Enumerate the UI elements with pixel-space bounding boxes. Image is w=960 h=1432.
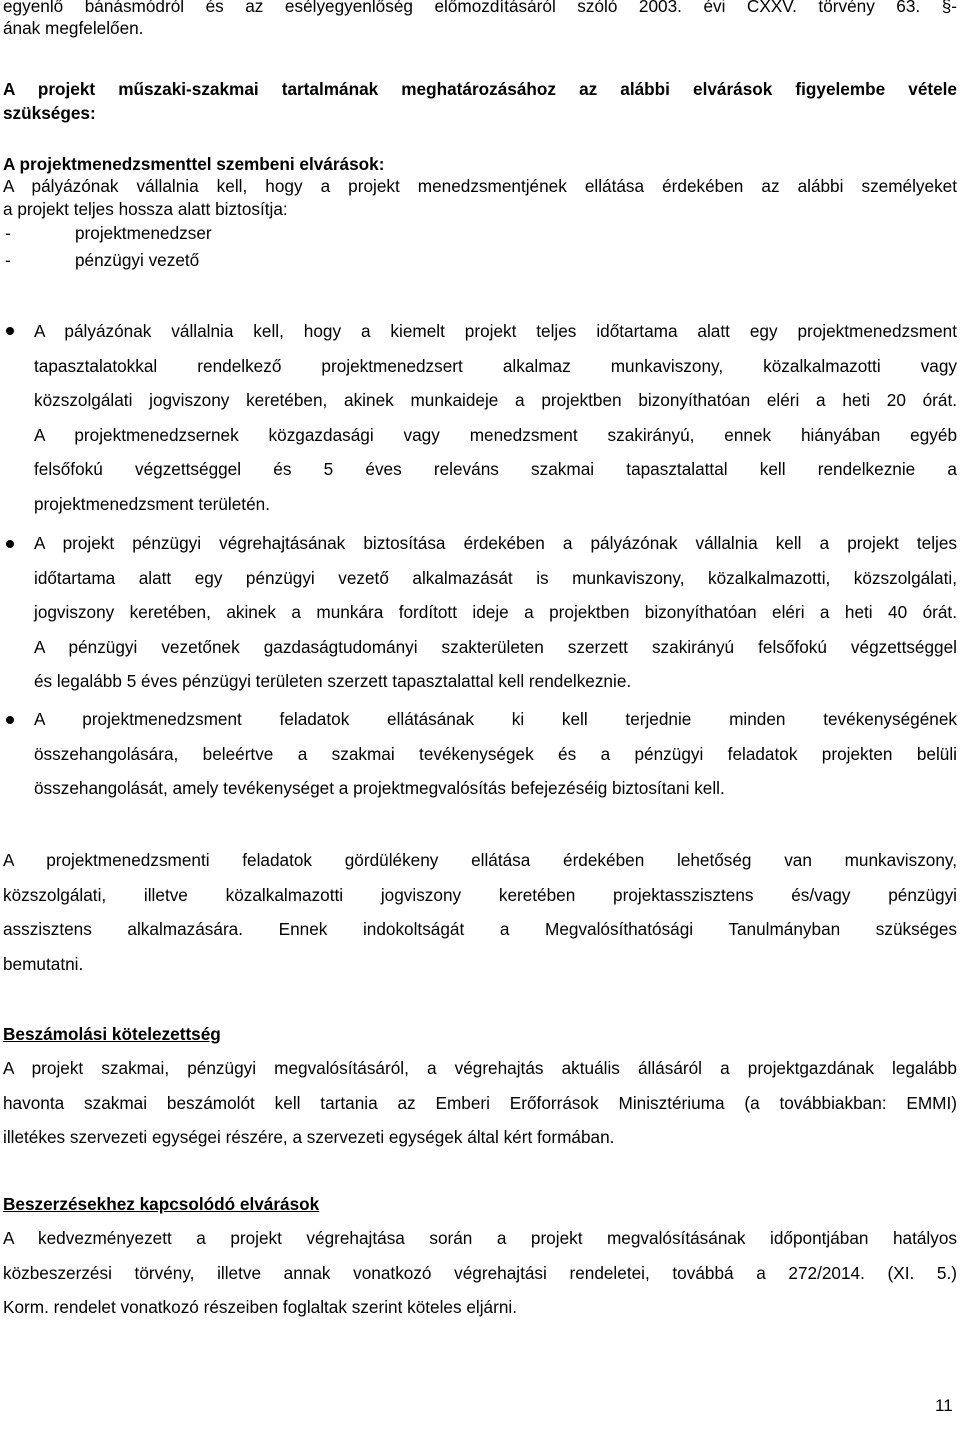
paragraph-line: közszolgálati, illetve közalkalmazotti jogviszony keretében projektasszisztens és/vagy pénzügyi	[3, 884, 957, 905]
intro-line-2: ának megfelelően.	[3, 18, 144, 38]
intro-paragraph	[3, 0, 957, 39]
paragraph-line: asszisztens alkalmazására. Ennek indokoltságát a Megvalósíthatósági Tanulmányban szükséges	[3, 919, 957, 939]
reporting-section	[3, 1017, 957, 1155]
bullet-marker	[6, 327, 14, 335]
requirements-heading	[3, 77, 957, 125]
bullet-item-finance-manager	[34, 526, 957, 699]
procurement-title: Beszerzésekhez kapcsolódó elvárások	[3, 1194, 320, 1214]
paragraph-line: közbeszerzési törvény, illetve annak vonatkozó végrehajtási rendeletei, továbbá a 272/2014. (XI. 5.)	[3, 1262, 957, 1283]
pm-assistant-paragraph	[3, 843, 957, 981]
paragraph-line: havonta szakmai beszámolót kell tartania az Emberi Erőforrások Minisztériuma (a továbbiakban: EMMI)	[3, 1092, 957, 1113]
bullet-line: A projektmenedzsernek közgazdasági vagy menedzsment szakirányú, ennek hiányában egyéb	[34, 424, 957, 445]
pm-requirements-line-2: a projekt teljes hossza alatt biztosítja:	[3, 198, 288, 219]
bullet-line: A pályázónak vállalnia kell, hogy a kiemelt projekt teljes időtartama alatt egy projektmenedzsment	[34, 321, 957, 341]
bullet-line: A projekt pénzügyi végrehajtásának biztosítása érdekében a pályázónak vállalnia kell a projekt teljes	[34, 533, 957, 553]
bullet-line: A pénzügyi vezetőnek gazdaságtudományi szakterületen szerzett szakirányú felsőfokú végzettséggel	[34, 636, 957, 657]
paragraph-line: Korm. rendelet vonatkozó részeiben foglaltak szerint köteles eljárni.	[3, 1297, 517, 1317]
reporting-title: Beszámolási kötelezettség	[3, 1024, 221, 1044]
pm-role-label: projektmenedzser	[75, 223, 212, 243]
bullet-marker	[6, 540, 14, 548]
pm-role-item	[3, 247, 957, 274]
requirements-heading-line-2: szükséges:	[3, 103, 96, 123]
paragraph-line: A kedvezményezett a projekt végrehajtása során a projekt megvalósításának időpontjában hatályos	[3, 1228, 957, 1248]
bullet-line: felsőfokú végzettséggel és 5 éves releváns szakmai tapasztalattal kell rendelkeznie a	[34, 459, 957, 479]
pm-role-item	[3, 220, 957, 247]
bullet-line: jogviszony keretében, akinek a munkára fordított ideje a projektben bizonyíthatóan eléri a heti 40 órát.	[34, 602, 957, 622]
intro-line-1: egyenlő bánásmódról és az esélyegyenlőség előmozdításáról szóló 2003. évi CXXV. törvény 63. §-	[3, 0, 957, 16]
bullet-line: közszolgálati jogviszony keretében, akinek munkaideje a projektben bizonyíthatóan eléri a heti 20 órát.	[34, 390, 957, 410]
procurement-section	[3, 1187, 957, 1325]
bullet-line: összehangolását, amely tevékenységet a projektmegvalósítás befejezéséig biztosítani kell.	[34, 778, 725, 798]
bullet-line: projektmenedzsment területén.	[34, 493, 270, 514]
requirements-heading-line-1: A projekt műszaki-szakmai tartalmának meghatározásához az alábbi elvárások figyelembe vétele	[3, 79, 957, 99]
pm-requirements-title: A projektmenedzsmenttel szembeni elvárások:	[3, 154, 385, 174]
bullet-item-project-manager	[34, 314, 957, 521]
pm-requirements-line-1: A pályázónak vállalnia kell, hogy a projekt menedzsmentjének ellátása érdekében az alábbi személyeket	[3, 176, 957, 196]
page-number: 11	[935, 1396, 953, 1415]
dash-marker: -	[5, 223, 11, 243]
pm-requirements-section	[3, 153, 957, 274]
bullet-line: A projektmenedzsment feladatok ellátásának ki kell terjednie minden tevékenységének	[34, 709, 957, 729]
bullet-marker	[6, 716, 14, 724]
paragraph-line: A projektmenedzsmenti feladatok gördülékeny ellátása érdekében lehetőség van munkaviszony,	[3, 850, 957, 870]
paragraph-line: bemutatni.	[3, 953, 84, 974]
bullet-line: időtartama alatt egy pénzügyi vezető alkalmazását is munkaviszony, közalkalmazotti, közszolgálati,	[34, 567, 957, 588]
bullet-line: és legalább 5 éves pénzügyi területen szerzett tapasztalattal kell rendelkeznie.	[34, 671, 632, 691]
dash-marker: -	[5, 250, 11, 270]
pm-role-label: pénzügyi vezető	[75, 250, 200, 270]
paragraph-line: A projekt szakmai, pénzügyi megvalósításáról, a végrehajtás aktuális állásáról a projektgazdának legalább	[3, 1058, 957, 1078]
bullet-line: tapasztalatokkal rendelkező projektmenedzsert alkalmaz munkaviszony, közalkalmazotti vagy	[34, 355, 957, 376]
paragraph-line: illetékes szervezeti egységei részére, a szervezeti egységek által kért formában.	[3, 1127, 615, 1147]
bullet-line: összehangolására, beleértve a szakmai tevékenységek és a pénzügyi feladatok projekten belüli	[34, 743, 957, 764]
bullet-item-pm-tasks	[34, 702, 957, 806]
